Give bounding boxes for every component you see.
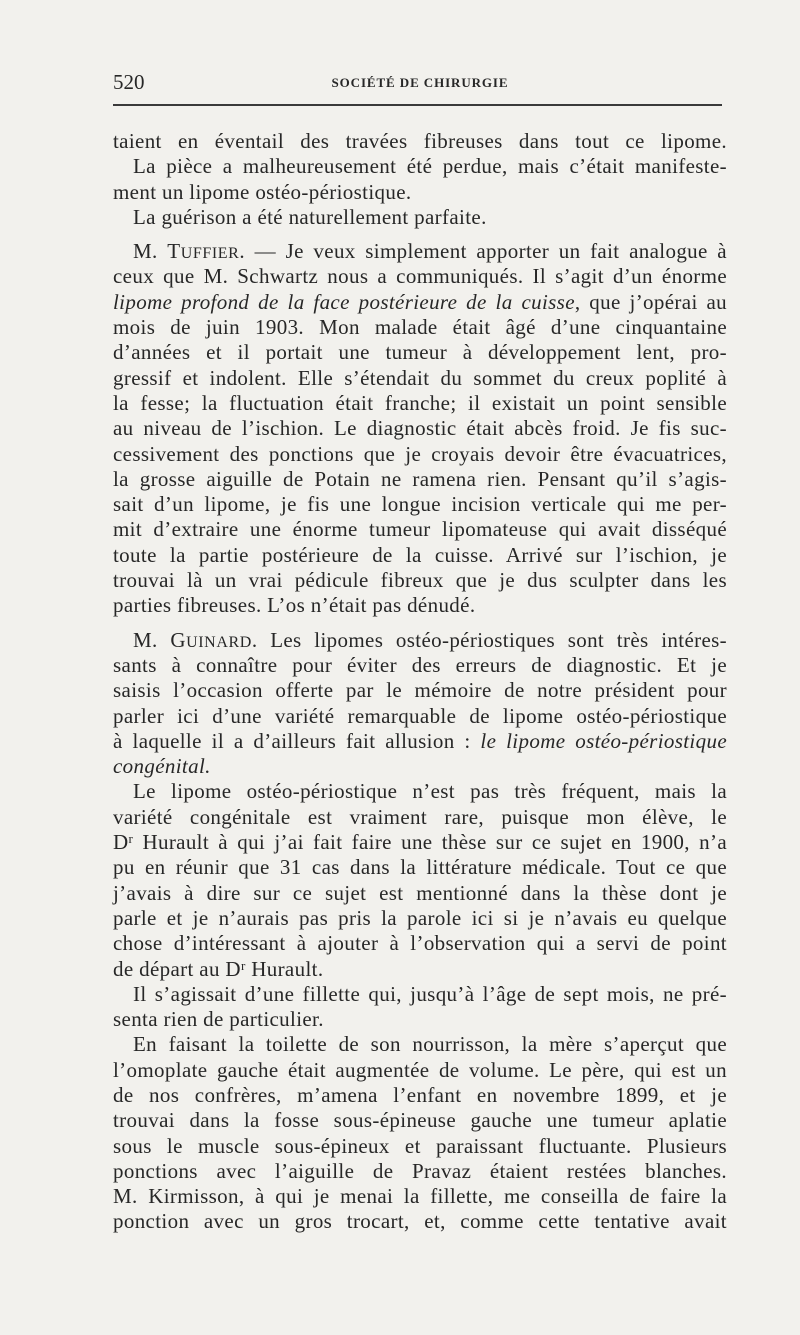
text-run: En faisant la toilette de son nourrisson, la mère s’aperçut que — [133, 1032, 727, 1057]
text-run: La pièce a malheureusement été perdue, mais c’était manifeste- — [133, 154, 727, 179]
speaker-name: TUFFIER — [167, 239, 240, 264]
text-run: à laquelle il a d’ailleurs fait allusion : — [113, 728, 481, 753]
text-line — [113, 704, 727, 729]
text-run: senta rien de particulier. — [113, 1007, 324, 1032]
text-line — [113, 754, 727, 779]
text-line — [113, 982, 727, 1007]
text-run: M. — [133, 239, 168, 264]
text-run: la grosse aiguille de Potain ne ramena rien. Pensant qu’il s’agis- — [113, 466, 727, 491]
text-run: variété congénitale est vraiment rare, puisque mon élève, le — [113, 804, 727, 829]
text-run: Hurault à qui j’ai fait faire une thèse sur ce sujet en 1900, n’a — [133, 830, 727, 855]
text-line — [113, 678, 727, 703]
text-line — [113, 416, 727, 441]
text-run: cessivement des ponctions que je croyais devoir être évacuatrices, — [113, 441, 727, 466]
text-line — [113, 805, 727, 830]
header-rule — [113, 104, 722, 106]
text-run: pu en réunir que 31 cas dans la littérature médicale. Tout ce que — [113, 855, 727, 880]
text-line — [113, 1209, 727, 1234]
paragraph — [113, 779, 727, 981]
text-line — [113, 205, 727, 230]
text-line — [113, 180, 727, 205]
text-run: Il s’agissait d’une fillette qui, jusqu’à l’âge de sept mois, ne pré- — [133, 981, 727, 1006]
text-line — [113, 855, 727, 880]
text-line — [113, 1058, 727, 1083]
text-line — [113, 239, 727, 264]
text-run: parties fibreuses. L’os n’était pas dénudé. — [113, 593, 476, 618]
text-run: mit d’extraire une énorme tumeur lipomateuse qui avait disséqué — [113, 517, 727, 542]
text-run: sous le muscle sous-épineux et paraissant fluctuante. Plusieurs — [113, 1133, 727, 1158]
text-run: . — Je veux simplement apporter un fait analogue à — [239, 239, 727, 264]
text-run: d’années et il portait une tumeur à développement lent, pro- — [113, 340, 727, 365]
text-run: taient en éventail des travées fibreuses dans tout ce lipome. — [113, 129, 727, 153]
text-run: parle et je n’aurais pas pris la parole ici si je n’avais eu quelque — [113, 905, 727, 930]
text-run: parler ici d’une variété remarquable de lipome ostéo-périostique — [113, 703, 727, 728]
text-line — [113, 1159, 727, 1184]
text-line — [113, 366, 727, 391]
text-run: sait d’un lipome, je fis une longue incision verticale qui me per- — [113, 492, 727, 517]
text-line — [113, 779, 727, 804]
text-run: trouvai là un vrai pédicule fibreux que je dus sculpter dans les — [113, 568, 727, 593]
text-line — [113, 906, 727, 931]
text-line — [113, 830, 727, 855]
text-run: M. — [133, 627, 171, 652]
text-line — [113, 492, 727, 517]
text-line — [113, 467, 727, 492]
text-run: l’omoplate gauche était augmentée de volume. Le père, qui est un — [113, 1057, 727, 1082]
text-line — [113, 1134, 727, 1159]
text-run: ponctions avec l’aiguille de Pravaz étaient restées blanches. — [113, 1158, 727, 1183]
paragraph — [113, 154, 727, 205]
text-line — [113, 290, 727, 315]
text-run: D — [113, 830, 129, 855]
text-line — [113, 543, 727, 568]
superscript: r — [240, 957, 246, 973]
italic-text: lipome profond de la face postérieure de la cuisse — [113, 289, 575, 314]
text-line — [113, 264, 727, 289]
text-line — [113, 653, 727, 678]
text-line — [113, 340, 727, 365]
text-line — [113, 1184, 727, 1209]
italic-text: le lipome ostéo-périostique — [480, 728, 727, 753]
text-line — [113, 442, 727, 467]
text-run: sants à connaître pour éviter des erreurs de diagnostic. Et je — [113, 652, 727, 677]
paragraph — [113, 129, 727, 154]
text-run: ponction avec un gros trocart, et, comme cette tentative avait — [113, 1209, 727, 1234]
text-run: , que j’opérai au — [574, 289, 727, 314]
text-line — [113, 154, 727, 179]
text-line — [113, 628, 727, 653]
text-run: mois de juin 1903. Mon malade était âgé d’une cinquantaine — [113, 315, 727, 340]
paragraph — [113, 982, 727, 1033]
italic-text: congénital. — [113, 754, 211, 779]
text-run: M. Kirmisson, à qui je menai la fillette, me conseilla de faire la — [113, 1184, 727, 1209]
text-line — [113, 593, 727, 618]
text-run: chose d’intéressant à ajouter à l’observation qui a servi de point — [113, 931, 727, 956]
paragraph — [113, 1032, 727, 1234]
text-line — [113, 1108, 727, 1133]
text-line — [113, 931, 727, 956]
paragraph — [113, 628, 727, 780]
page-number: 520 — [113, 70, 145, 94]
paragraph — [113, 205, 727, 230]
text-line — [113, 1007, 727, 1032]
text-run: ceux que M. Schwartz nous a communiqués. Il s’agit d’un énorme — [113, 264, 727, 289]
running-head: SOCIÉTÉ DE CHIRURGIE — [331, 75, 509, 90]
text-line — [113, 1032, 727, 1057]
text-run: au niveau de l’ischion. Le diagnostic était abcès froid. Je fis suc- — [113, 416, 727, 441]
text-line — [113, 129, 727, 154]
text-line — [113, 517, 727, 542]
text-line — [113, 881, 727, 906]
text-run: Le lipome ostéo-périostique n’est pas très fréquent, mais la — [133, 779, 727, 804]
text-line — [113, 315, 727, 340]
text-run: la fesse; la fluctuation était franche; il existait un point sensible — [113, 390, 727, 415]
text-run: trouvai dans la fosse sous-épineuse gauche une tumeur aplatie — [113, 1108, 727, 1133]
text-run: La guérison a été naturellement parfaite. — [133, 204, 487, 229]
text-run: Hurault. — [245, 956, 324, 981]
speaker-name: GUINARD — [170, 627, 252, 652]
article-body — [113, 129, 727, 1235]
superscript: r — [128, 831, 134, 847]
text-run: saisis l’occasion offerte par le mémoire de notre président pour — [113, 678, 727, 703]
text-run: j’avais à dire sur ce sujet est mentionné dans la thèse dont je — [113, 880, 727, 905]
text-run: ment un lipome ostéo-périostique. — [113, 179, 412, 204]
text-run: de départ au D — [113, 956, 241, 981]
text-line — [113, 957, 727, 982]
text-line — [113, 391, 727, 416]
text-run: . Les lipomes ostéo-périostiques sont très intéres- — [251, 627, 727, 652]
text-line — [113, 1083, 727, 1108]
text-run: de nos confrères, m’amena l’enfant en novembre 1899, et je — [113, 1082, 727, 1107]
text-line — [113, 729, 727, 754]
text-line — [113, 568, 727, 593]
paragraph — [113, 239, 727, 618]
text-run: gressif et indolent. Elle s’étendait du sommet du creux poplité à — [113, 365, 727, 390]
text-run: toute la partie postérieure de la cuisse. Arrivé sur l’ischion, je — [113, 542, 727, 567]
